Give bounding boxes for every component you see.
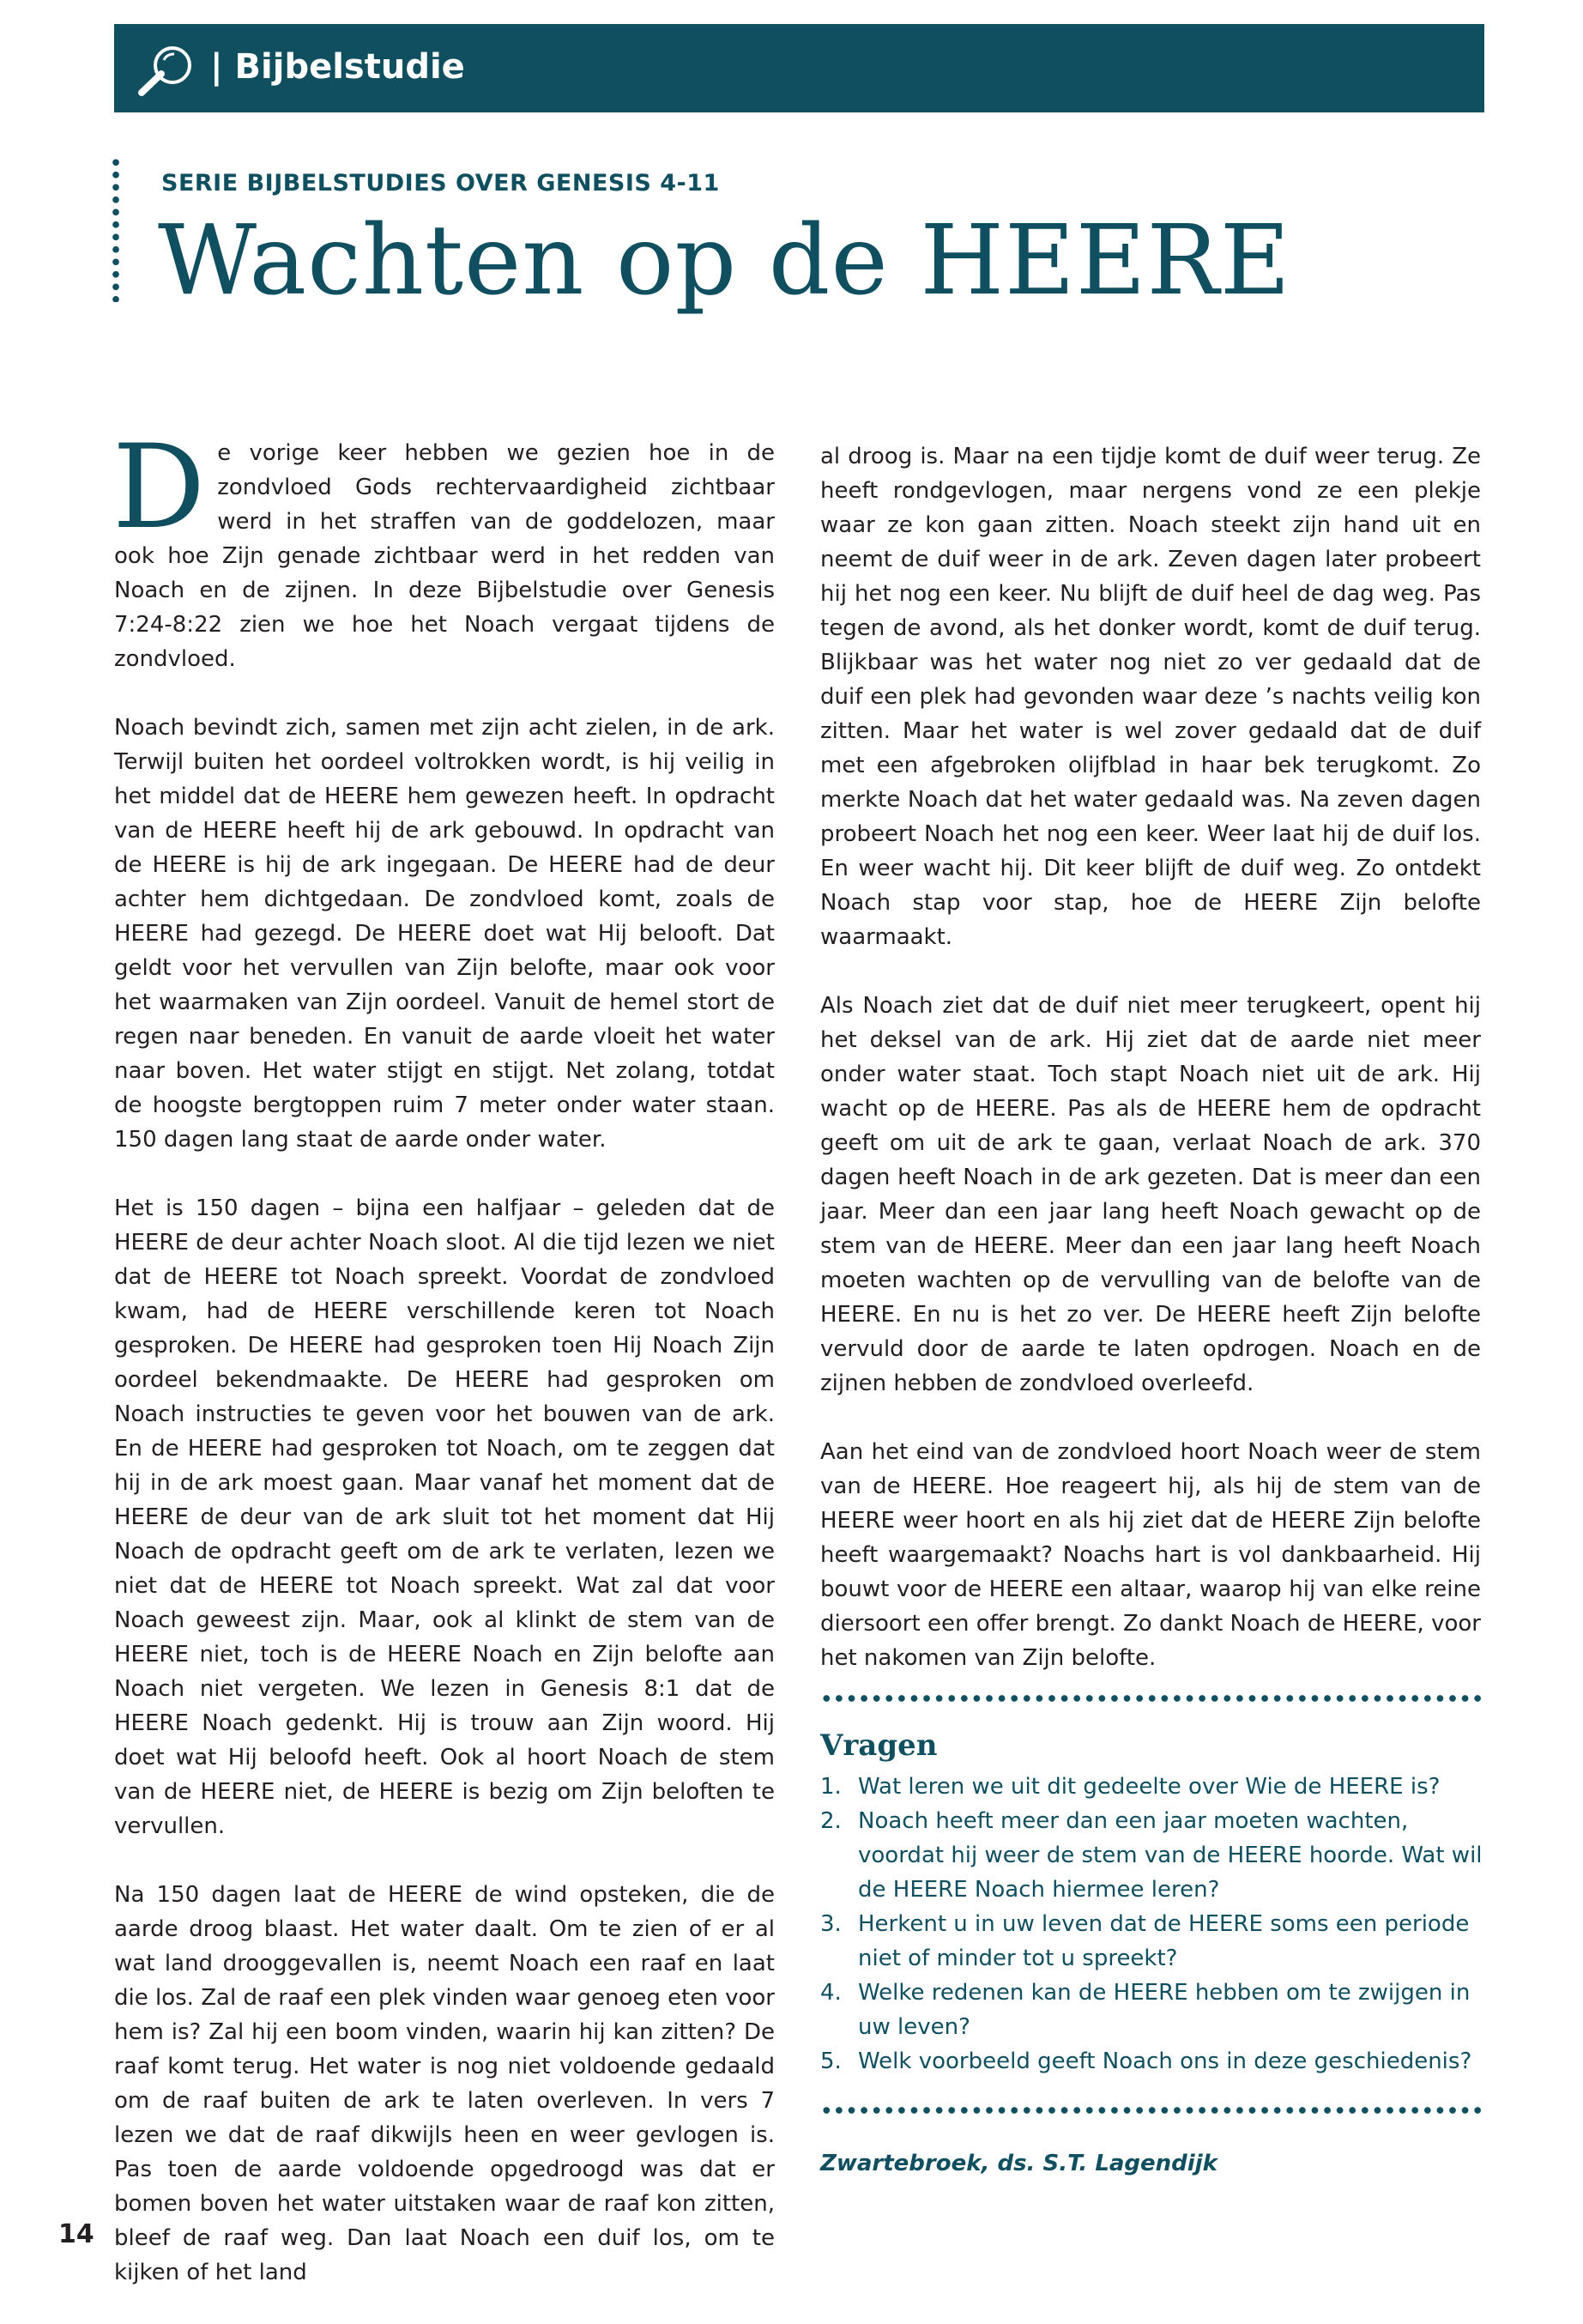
question-number: 5. — [820, 2049, 842, 2074]
question-item — [820, 1907, 1489, 1976]
dotted-separator-top — [820, 1694, 1481, 1703]
question-number: 1. — [820, 1774, 842, 1800]
question-number: 3. — [820, 1911, 842, 1937]
question-item — [820, 1804, 1489, 1907]
question-text: Wat leren we uit dit gedeelte over Wie de HEERE is? — [858, 1774, 1441, 1800]
body-paragraph: Het is 150 dagen – bijna een halfjaar – geleden dat de HEERE de deur achter Noach sloot. Al die tijd lezen we niet dat de HEERE tot Noach spreekt. Voordat de zondvloed kwam, had de HEERE verschillende keren tot Noach gesproken. De HEERE had gesproken toen Hij Noach Zijn oordeel bekendmaakte. De HEERE had gesproken om Noach instructies te geven voor het bouwen van de ark. En de HEERE had gesproken tot Noach, om te zeggen dat hij in de ark moest gaan. Maar vanaf het moment dat de HEERE de deur van de ark sluit tot het moment dat Hij Noach de opdracht geeft om de ark te verlaten, lezen we niet dat de HEERE tot Noach spreekt. Wat zal dat voor Noach geweest zijn. Maar, ook al klinkt de stem van de HEERE niet, toch is de HEERE Noach en Zijn belofte aan Noach niet vergeten. We lezen in Genesis 8:1 dat de HEERE Noach gedenkt. Hij is trouw aan Zijn woord. Hij doet wat Hij beloofd heeft. Ook al hoort Noach de stem van de HEERE niet, de HEERE is bezig om Zijn beloften te vervullen. — [114, 1195, 775, 1839]
body-paragraph: Aan het eind van de zondvloed hoort Noach weer de stem van de HEERE. Hoe reageert hij, als hij de stem van de HEERE weer hoort en als hij ziet dat de HEERE Zijn belofte heeft waargemaakt? Noachs hart is vol dankbaarheid. Hij bouwt voor de HEERE een altaar, waarop hij van elke reine diersoort een offer brengt. Zo dankt Noach de HEERE, voor het nakomen van Zijn belofte. — [820, 1439, 1481, 1671]
question-number: 2. — [820, 1808, 842, 1834]
dotted-vertical-rule — [112, 156, 119, 302]
page-number: 14 — [58, 2219, 94, 2249]
page-title: Wachten op de HEERE — [158, 205, 1291, 317]
section-header — [114, 24, 1484, 112]
question-text: Welke redenen kan de HEERE hebben om te zwijgen in uw leven? — [858, 1980, 1471, 2040]
article-column-right — [820, 439, 1481, 1710]
magnifier-icon — [131, 39, 200, 100]
drop-cap: D — [112, 420, 206, 554]
body-paragraph: al droog is. Maar na een tijdje komt de duif weer terug. Ze heeft rondgevlogen, maar nergens vond ze een plekje waar ze kon gaan zitten. Noach steekt zijn hand uit en neemt de duif weer in de ark. Zeven dagen later probeert hij het nog een keer. Nu blijft de duif heel de dag weg. Pas tegen de avond, als het donker wordt, komt de duif terug. Blijkbaar was het water nog niet zo ver gedaald dat de duif een plek had gevonden waar deze ’s nachts veilig kon zitten. Maar het water is wel zover gedaald dat de duif met een afgebroken olijfblad in haar bek terugkomt. Zo merkte Noach dat het water gedaald was. Na zeven dagen probeert Noach het nog een keer. Weer laat hij de duif los. En weer wacht hij. Dit keer blijft de duif weg. Zo ontdekt Noach stap voor stap, hoe de HEERE Zijn belofte waarmaakt. — [820, 444, 1481, 950]
question-item — [820, 1770, 1489, 1804]
series-kicker: SERIE BIJBELSTUDIES OVER GENESIS 4-11 — [161, 170, 720, 197]
author-signature: Zwartebroek, ds. S.T. Lagendijk — [820, 2151, 1217, 2176]
intro-text: e vorige keer hebben we gezien hoe in de zondvloed Gods rechtervaardigheid zichtbaar werd in het straffen van de goddelozen, maar ook hoe Zijn genade zichtbaar werd in het redden van Noach en de zijnen. In deze Bijbelstudie over Genesis 7:24-8:22 zien we hoe het Noach vergaat tijdens de zondvloed. — [114, 440, 775, 672]
questions-title: Vragen — [820, 1728, 938, 1763]
section-label: | Bijbelstudie — [210, 47, 465, 87]
body-paragraph: Na 150 dagen laat de HEERE de wind opsteken, die de aarde droog blaast. Het water daalt. Om te zien of er al wat land drooggevallen is, neemt Noach een raaf en laat die los. Zal de raaf een plek vinden waar genoeg eten voor hem is? Zal hij een boom vinden, waarin hij kan zitten? De raaf komt terug. Het water is nog niet voldoende gedaald om de raaf buiten de ark te laten overleven. In vers 7 lezen we dat de raaf dikwijls heen en weer gevlogen is. Pas toen de aarde voldoende opgedroogd was dat er bomen boven het water uitstaken waar de raaf kon zitten, bleef de raaf weg. Dan laat Noach een duif los, om te kijken of het land — [114, 1882, 775, 2285]
body-paragraph: Noach bevindt zich, samen met zijn acht zielen, in de ark. Terwijl buiten het oordeel voltrokken wordt, is hij veilig in het middel dat de HEERE hem gewezen heeft. In opdracht van de HEERE heeft hij de ark gebouwd. In opdracht van de HEERE is hij de ark ingegaan. De HEERE had de deur achter hem dichtgedaan. De zondvloed komt, zoals de HEERE had gezegd. De HEERE doet wat Hij belooft. Dat geldt voor het vervullen van Zijn belofte, maar ook voor het waarmaken van Zijn oordeel. Vanuit de hemel stort de regen naar beneden. En vanuit de aarde vloeit het water naar boven. Het water stijgt en stijgt. Net zolang, totdat de hoogste bergtoppen ruim 7 meter onder water staan. 150 dagen lang staat de aarde onder water. — [114, 715, 775, 1153]
question-number: 4. — [820, 1980, 842, 2006]
intro-paragraph — [112, 420, 775, 676]
body-paragraph: Als Noach ziet dat de duif niet meer terugkeert, opent hij het deksel van de ark. Hij ziet dat de aarde niet meer onder water staat. Toch stapt Noach niet uit de ark. Hij wacht op de HEERE. Pas als de HEERE hem de opdracht geeft om uit de ark te gaan, verlaat Noach de ark. 370 dagen heeft Noach in de ark gezeten. Dat is meer dan een jaar. Meer dan een jaar lang heeft Noach gewacht op de stem van de HEERE. Meer dan een jaar lang heeft Noach moeten wachten op de vervulling van de belofte van de HEERE. En nu is het zo ver. De HEERE heeft Zijn belofte vervuld door de aarde te laten opdrogen. Noach en de zijnen hebben de zondvloed overleefd. — [820, 993, 1481, 1396]
dotted-separator-bottom — [820, 2106, 1481, 2115]
question-item — [820, 1976, 1489, 2044]
question-text: Welk voorbeeld geeft Noach ons in deze geschiedenis? — [858, 2049, 1472, 2074]
questions-list — [820, 1770, 1489, 2079]
article-column-left — [112, 420, 775, 2324]
question-text: Herkent u in uw leven dat de HEERE soms een periode niet of minder tot u spreekt? — [858, 1911, 1470, 1971]
question-item — [820, 2044, 1489, 2079]
question-text: Noach heeft meer dan een jaar moeten wachten, voordat hij weer de stem van de HEERE hoorde. Wat wil de HEERE Noach hiermee leren? — [858, 1808, 1483, 1903]
